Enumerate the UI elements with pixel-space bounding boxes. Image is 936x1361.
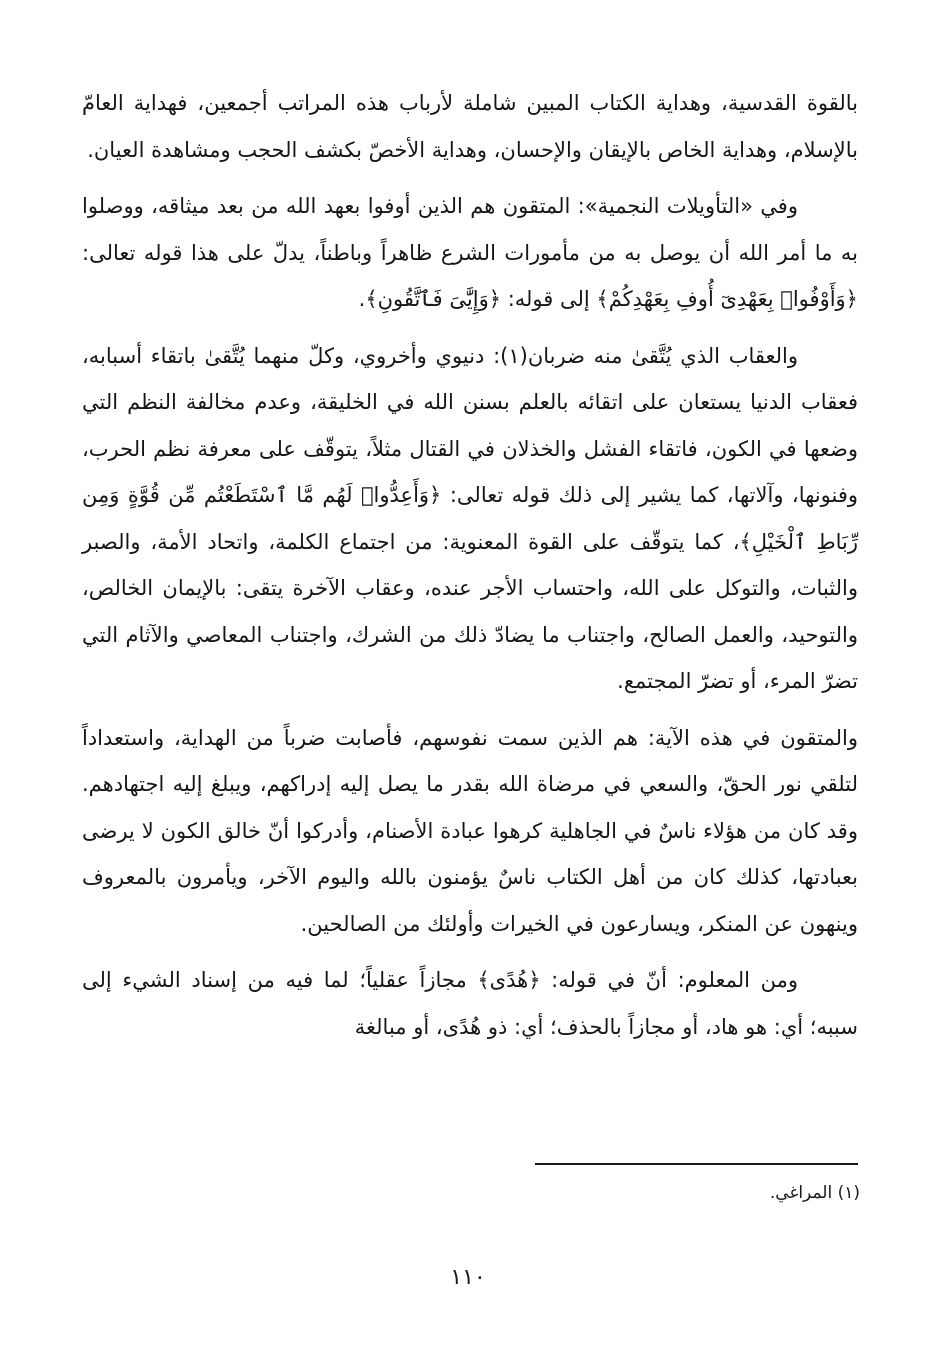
footnote-separator xyxy=(535,1163,858,1165)
paragraph-4: والمتقون في هذه الآية: هم الذين سمت نفوسهم، فأصابت ضرباً من الهداية، واستعداداً لتلقي نور الحقّ، والسعي في مرضاة الله بقدر ما يصل إليه إدراكهم، ويبلغ إليه اجتهادهم. وقد كان من هؤلاء ناسٌ في الجاهلية كرهوا عبادة الأصنام، وأدركوا أنّ خالق الكون لا يرضى بعبادتها، كذلك كان من أهل الكتاب ناسٌ يؤمنون بالله واليوم الآخر، ويأمرون بالمعروف وينهون عن المنكر، ويسارعون في الخيرات وأولئك من الصالحين. xyxy=(82,725,858,936)
main-text xyxy=(82,80,858,1060)
paragraph-2: وفي «التأويلات النجمية»: المتقون هم الذين أوفوا بعهد الله من بعد ميثاقه، ووصلوا به ما أمر الله أن يوصل به من مأمورات الشرع ظاهراً وباطناً، يدلّ على هذا قوله تعالى: ﴿وَأَوْفُوا۟ بِعَهْدِىٓ أُوفِ بِعَهْدِكُمْ﴾ إلى قوله: ﴿وَإِيَّٰىَ فَٱتَّقُونِ﴾. xyxy=(82,194,858,311)
footnote: (١) المراغي. xyxy=(769,1183,860,1203)
page-number: ١١٠ xyxy=(450,1265,486,1290)
paragraph-5: ومن المعلوم: أنّ في قوله: ﴿هُدًى﴾ مجازاً عقلياً؛ لما فيه من إسناد الشيء إلى سببه؛ أي: هو هاد، أو مجازاً بالحذف؛ أي: ذو هُدًى، أو مبالغة xyxy=(82,968,858,1039)
paragraph-3: والعقاب الذي يُتَّقىٰ منه ضربان(١): دنيوي وأخروي، وكلّ منهما يُتَّقىٰ باتقاء أسبابه، فعقاب الدنيا يستعان على اتقائه بالعلم بسنن الله في الخليقة، وعدم مخالفة النظم التي وضعها في الكون، فاتقاء الفشل والخذلان في القتال مثلاً، يتوقّف على معرفة نظم الحرب، وفنونها، وآلاتها، كما يشير إلى ذلك قوله تعالى: ﴿وَأَعِدُّوا۟ لَهُم مَّا ٱسْتَطَعْتُم مِّن قُوَّةٍ وَمِن رِّبَاطِ ٱلْخَيْلِ﴾، كما يتوقّف على القوة المعنوية: من اجتماع الكلمة، واتحاد الأمة، والصبر والثبات، والتوكل على الله، واحتساب الأجر عنده، وعقاب الآخرة يتقى: بالإيمان الخالص، والتوحيد، والعمل الصالح، واجتناب ما يضادّ ذلك من الشرك، واجتناب المعاصي والآثام التي تضرّ المرء، أو تضرّ المجتمع. xyxy=(82,343,858,693)
paragraph-1: بالقوة القدسية، وهداية الكتاب المبين شاملة لأرباب هذه المراتب أجمعين، فهداية العامّ بالإسلام، وهداية الخاص بالإيقان والإحسان، وهداية الأخصّ بكشف الحجب ومشاهدة العيان. xyxy=(82,91,858,162)
